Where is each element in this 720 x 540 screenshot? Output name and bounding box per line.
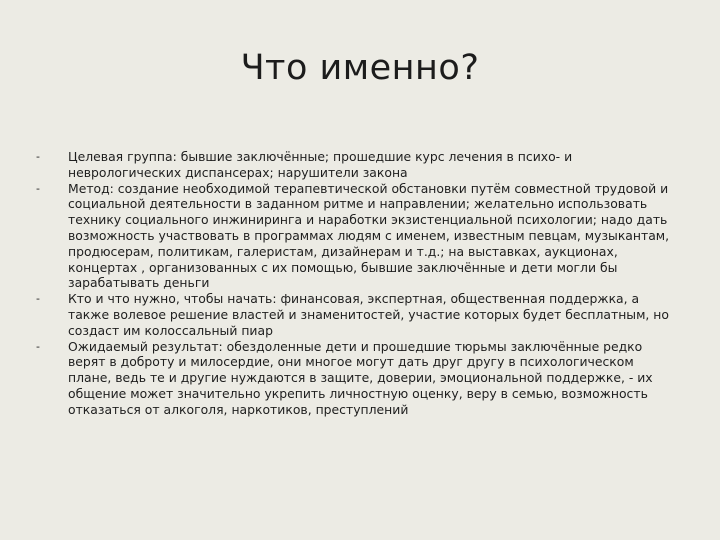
- bullet-marker: -: [36, 339, 40, 353]
- list-item: [36, 181, 676, 292]
- list-item-text: Ожидаемый результат: обездоленные дети и прошедшие тюрьмы заключённые редко верят в доброту и милосердие, они многое могут дать друг другу в психологическом плане, ведь те и другие нуждаются в защите, доверии, эмоциональной поддержке, - их общение может значительно укрепить личностную оценку, веру в семью, возможность отказаться от алкоголя, наркотиков, преступлений: [68, 338, 653, 417]
- list-item: [36, 291, 676, 338]
- list-item: [36, 149, 676, 181]
- bullet-marker: -: [36, 292, 40, 306]
- bullet-list: [36, 149, 676, 418]
- bullet-marker: -: [36, 181, 40, 195]
- list-item-text: Кто и что нужно, чтобы начать: финансовая, экспертная, общественная поддержка, а также волевое решение властей и знаменитостей, участие которых будет бесплатным, но создаст им колоссальный пиар: [68, 291, 669, 338]
- slide-title: Что именно?: [240, 48, 480, 88]
- bullet-marker: -: [36, 150, 40, 163]
- list-item-text: Метод: создание необходимой терапевтической обстановки путём совместной трудовой и социальной деятельности в заданном ритме и направлении; желательно использовать технику социального инжиниринга и наработки экзистенциальной психологии; надо дать возможность участвовать в программах людям с именем, известным певцам, музыкантам, продюсерам, политикам, галеристам, дизайнерам и т.д.; на выставках, аукционах, концертах , организованных с их помощью, бывшие заключённые и дети могли бы зарабатывать деньги: [68, 180, 670, 291]
- list-item-text: Целевая группа: бывшие заключённые; прошедшие курс лечения в психо- и неврологических диспансерах; нарушители закона: [68, 149, 573, 180]
- list-item: [36, 339, 676, 418]
